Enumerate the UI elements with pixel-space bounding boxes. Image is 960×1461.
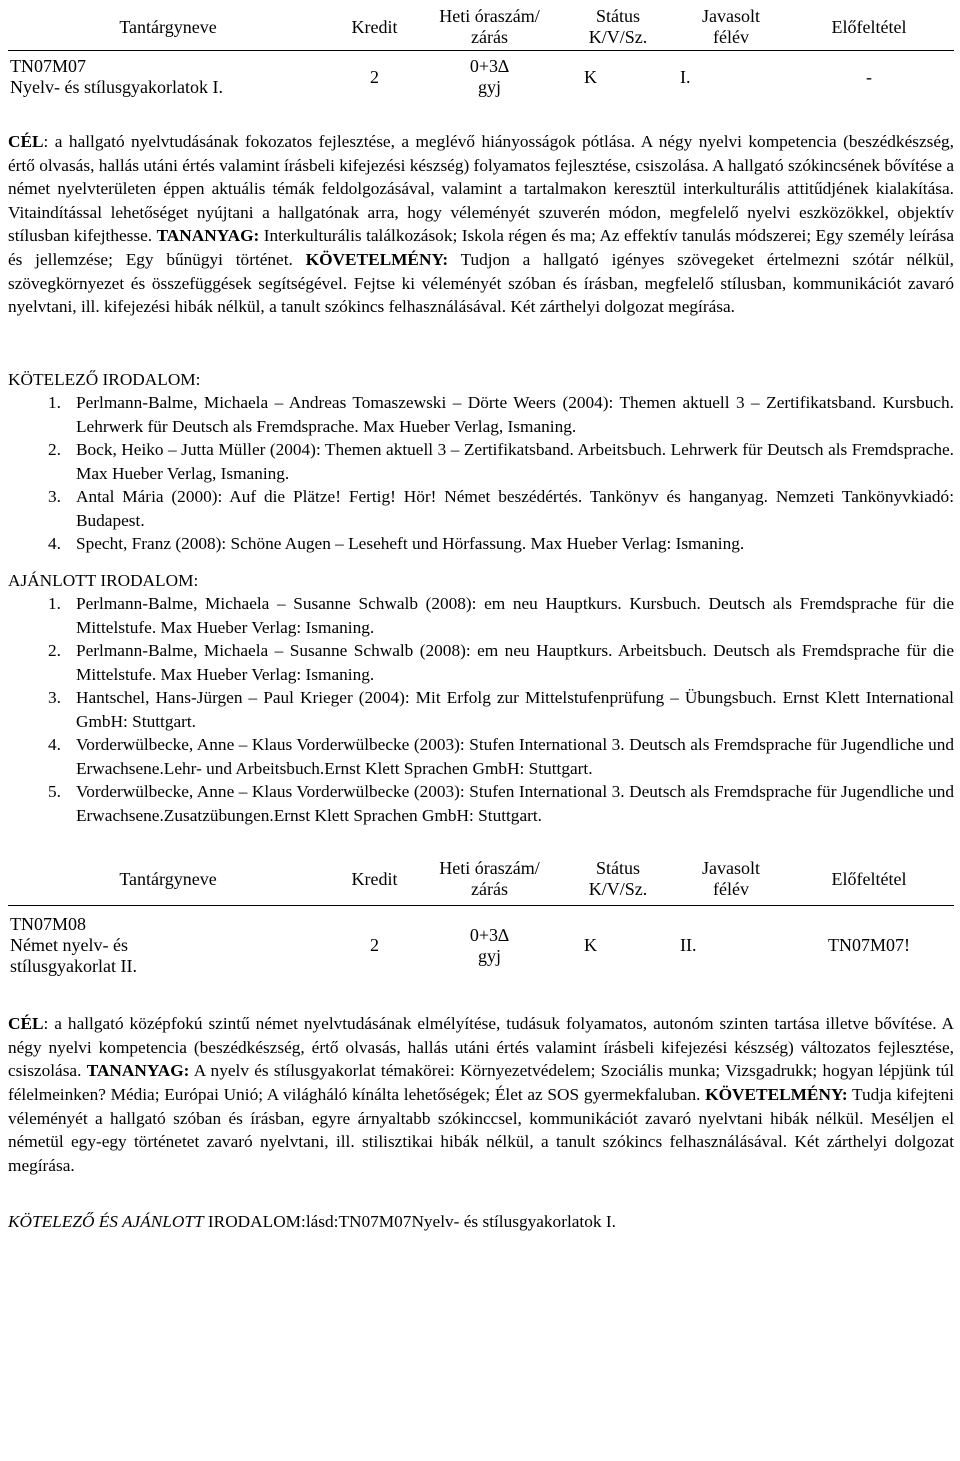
recommended-literature-title: AJÁNLOTT IRODALOM: <box>8 570 199 590</box>
kovetelmeny-label: KÖVETELMÉNY: <box>705 1085 848 1105</box>
course-semester: I. <box>680 66 691 87</box>
document-page <box>0 5 960 1461</box>
final-note-italic: KÖTELEZŐ ÉS AJÁNLOTT <box>8 1212 204 1232</box>
course-semester: II. <box>680 935 697 955</box>
course-title: Nyelv- és stílusgyakorlatok I. <box>10 77 223 98</box>
header-name: Tantárgyneve <box>8 853 328 905</box>
header-prereq: Előfeltétel <box>784 5 954 50</box>
list-item: 3. Hantschel, Hans-Jürgen – Paul Krieger (2004): Mit Erfolg zur Mittelstufenprüfung – Übungsbuch. Ernst Klett International GmbH: Stuttgart. <box>48 688 954 731</box>
list-item: 3. Antal Mária (2000): Auf die Plätze! Fertig! Hör! Német beszédértés. Tankönyv és hanganyag. Nemzeti Tankönyvkiadó: Budapest. <box>48 487 954 530</box>
header-credit: Kredit <box>328 853 421 905</box>
cel-text: : a hallgató nyelvtudásának fokozatos fejlesztése, a meglévő hiányosságok pótlása. A négy nyelvi kompetencia (beszédkészség, értő olvasás, hallás utáni értés valamint írásbeli kifejezési készség) folyamatos fejlesztése, csiszolása. A hallgató szókincsének bővítése a német nyelvterületen éppen aktuális témák feldolgozásával, valamint a tartalmakon keresztül interkulturális attitűdjének kialakítása. Vitaindítással lehetőséget nyújtani a hallgatónak arra, hogy véleményét szuverén módon, megfelelő nyelvi eszközökkel, objektív stílusban kifejthesse. <box>8 132 954 246</box>
required-literature-list <box>8 391 954 556</box>
tananyag-label: TANANYAG: <box>156 226 260 246</box>
required-literature-title: KÖTELEZŐ IRODALOM: <box>8 369 201 389</box>
recommended-literature-list <box>8 592 954 827</box>
list-item: 2. Perlmann-Balme, Michaela – Susanne Schwalb (2008): em neu Hauptkurs. Arbeitsbuch. Deutsch als Fremdsprache für die Mittelstufe. Max Hueber Verlag: Ismaning. <box>48 641 954 684</box>
header-status: Státus K/V/Sz. <box>558 5 678 50</box>
tananyag-text: Interkulturális találkozások; Iskola régen és ma; Az effektív tanulás módszerei; Egy személy leírása és jellemzése; Egy bűnügyi történet. <box>8 226 954 269</box>
kovetelmeny-label: KÖVETELMÉNY: <box>305 249 449 269</box>
course-code: TN07M07 <box>10 56 86 77</box>
course-table-1 <box>8 5 954 104</box>
course-credit: 2 <box>370 935 379 955</box>
course-name-cell <box>8 905 328 985</box>
course-title-line2: stílusgyakorlat II. <box>10 956 137 976</box>
list-item: 1. Perlmann-Balme, Michaela – Susanne Schwalb (2008): em neu Hauptkurs. Kursbuch. Deutsch als Fremdsprache für die Mittelstufe. Max Hueber Verlag: Ismaning. <box>48 594 954 637</box>
course-name-cell <box>8 50 328 104</box>
header-semester: Javasolt félév <box>678 5 784 50</box>
header-name: Tantárgyneve <box>8 5 328 50</box>
course1-description <box>8 130 954 319</box>
list-item: 2. Bock, Heiko – Jutta Müller (2004): Themen aktuell 3 – Zertifikatsband. Arbeitsbuch. Lehrwerk für Deutsch als Fremdsprache. Max Hueber Verlag, Ismaning. <box>48 440 954 483</box>
course-status: K <box>584 66 597 87</box>
cel-label: CÉL <box>8 1014 44 1034</box>
tananyag-text: A nyelv és stílusgyakorlat témakörei: Környezetvédelem; Szociális munka; Vizsgadrukk; hogyan lépjünk túl félelmeinken? Média; Európai Unió; A világháló kínálta lehetőségek; Élet az SOS gyermekfaluban. <box>8 1061 954 1105</box>
course-code: TN07M08 <box>10 914 86 934</box>
literature-reference-note <box>8 1210 954 1234</box>
course-credit: 2 <box>370 66 379 87</box>
course-hours: 0+3∆ gyj <box>469 56 510 98</box>
final-note-rest: IRODALOM:lásd:TN07M07Nyelv- és stílusgyakorlatok I. <box>203 1212 616 1232</box>
kovetelmeny-text: Tudja kifejteni véleményét a hallgató szóban és írásban, egyre árnyaltabb szókinccsel, kommunikációt zavaró nyelvtani hibák nélkül. Meséljen el németül egy-egy történetet zavaró nyelvtani, ill. stilisztikai hibák nélkül, a tanult szókincs felhasználásával. Két zárthelyi dolgozat megírása. <box>8 1085 954 1175</box>
header-semester: Javasolt félév <box>678 853 784 905</box>
kovetelmeny-text: Tudjon a hallgató igényes szövegeket értelmezni szótár nélkül, szövegkörnyezet és összefüggések segítségével. Fejtse ki véleményét szóban és írásban, megfelelő stílusban, kommunikációt zavaró nyelvtani, ill. kifejezési hibák nélkül, a tanult szókincs felhasználásával. Két zárthelyi dolgozat megírása. <box>8 249 954 317</box>
course-prereq: TN07M07! <box>828 935 910 955</box>
course2-description <box>8 1012 954 1177</box>
list-item: 5. Vorderwülbecke, Anne – Klaus Vorderwülbecke (2003): Stufen International 3. Deutsch als Fremdsprache für Jugendliche und Erwachsene.Zusatzübungen.Ernst Klett Sprachen GmbH: Stuttgart. <box>48 782 954 825</box>
course-table-2 <box>8 853 954 985</box>
header-prereq: Előfeltétel <box>784 853 954 905</box>
cel-label: CÉL <box>8 132 44 151</box>
header-status: Státus K/V/Sz. <box>558 853 678 905</box>
header-credit: Kredit <box>328 5 421 50</box>
list-item: 4. Vorderwülbecke, Anne – Klaus Vorderwülbecke (2003): Stufen International 3. Deutsch als Fremdsprache für Jugendliche und Erwachsene.Lehr- und Arbeitsbuch.Ernst Klett Sprachen GmbH: Stuttgart. <box>48 735 954 778</box>
course-title-line1: Német nyelv- és <box>10 935 128 955</box>
header-hours: Heti óraszám/ zárás <box>421 853 558 905</box>
course-hours: 0+3∆ gyj <box>469 924 510 966</box>
list-item: 1. Perlmann-Balme, Michaela – Andreas Tomaszewski – Dörte Weers (2004): Themen aktuell 3 – Zertifikatsband. Kursbuch. Lehrwerk für Deutsch als Fremdsprache. Max Hueber Verlag, Ismaning. <box>48 393 954 436</box>
course-status: K <box>584 935 597 955</box>
header-hours: Heti óraszám/ zárás <box>421 5 558 50</box>
list-item: 4. Specht, Franz (2008): Schöne Augen – Leseheft und Hörfassung. Max Hueber Verlag: Ismaning. <box>48 534 745 554</box>
course-prereq: - <box>866 66 872 87</box>
tananyag-label: TANANYAG: <box>86 1061 190 1081</box>
cel-text: : a hallgató középfokú szintű német nyelvtudásának elmélyítése, tudásuk folyamatos, autonóm szinten tartása illetve bővítése. A négy nyelvi kompetencia (beszédkészség, értő olvasás, hallás utáni értés valamint írásbeli kifejezési készség) változatos fejlesztése, csiszolása. <box>8 1014 954 1081</box>
